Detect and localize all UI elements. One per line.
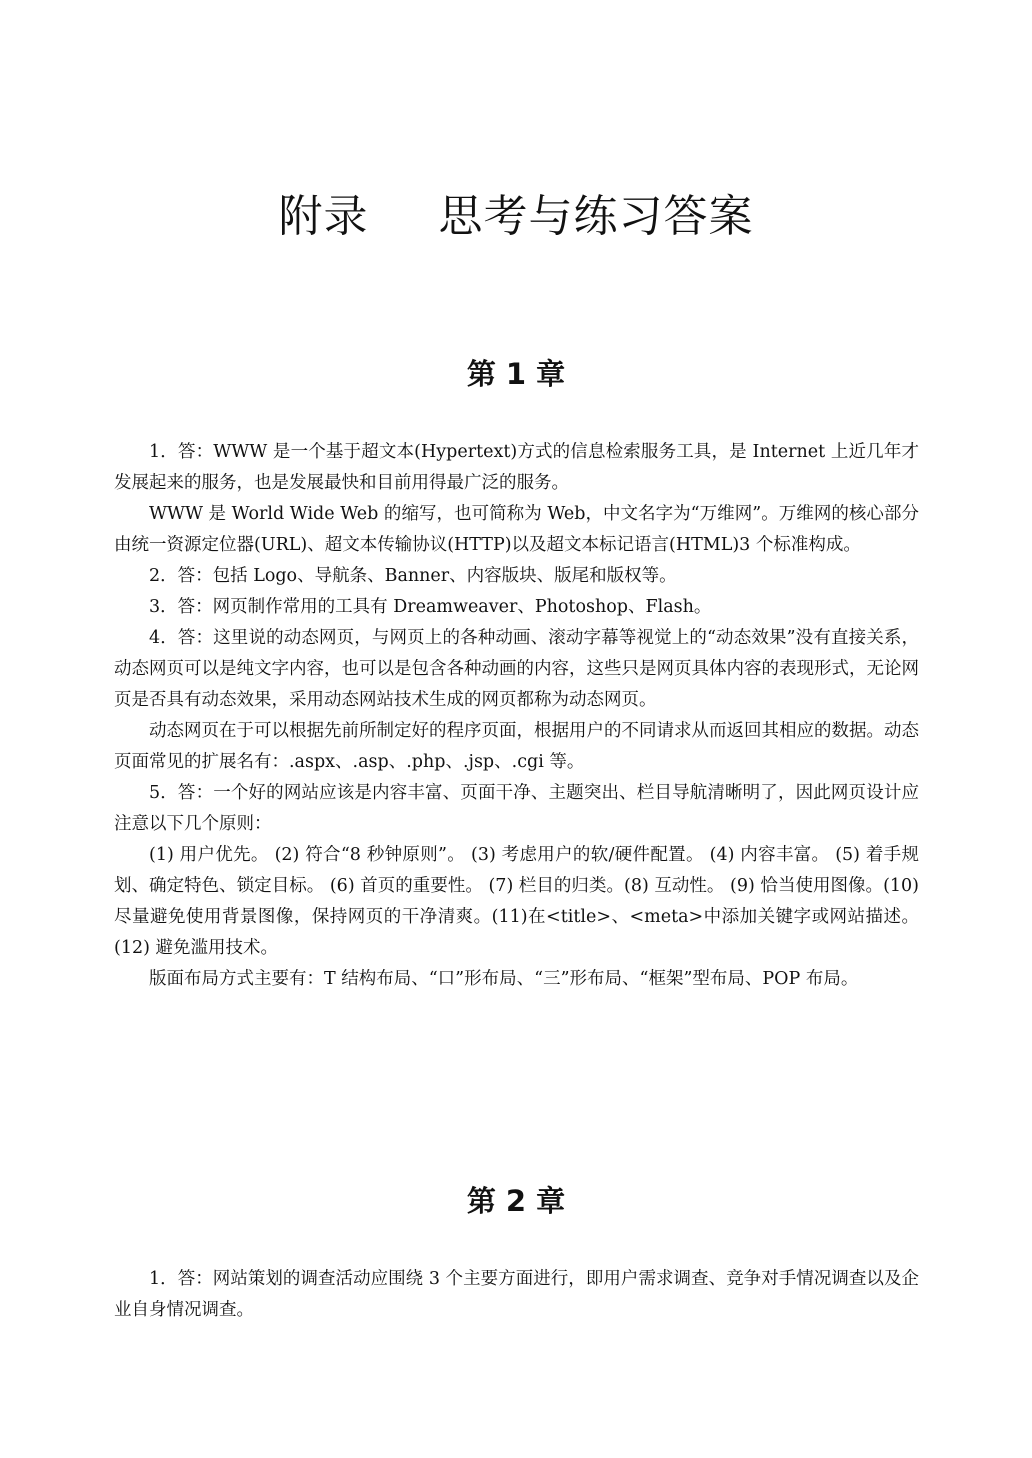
chapter-1-heading: 第 1 章: [466, 357, 566, 391]
chapter-2-body: [114, 1264, 919, 1326]
paragraph: 3．答：网页制作常用的工具有 Dreamweaver、Photoshop、Flash。: [149, 597, 712, 617]
paragraph: WWW 是 World Wide Web 的缩写，也可简称为 Web，中文名字为“万维网”。万维网的核心部分由统一资源定位器(URL)、超文本传输协议(HTTP)以及超文本标记语言(HTML)3 个标准构成。: [114, 504, 919, 555]
chapter-1-body: [114, 437, 919, 995]
paragraph: 1．答：网站策划的调查活动应围绕 3 个主要方面进行，即用户需求调查、竞争对手情况调查以及企业自身情况调查。: [114, 1269, 919, 1320]
chapter-2-heading: 第 2 章: [466, 1184, 566, 1218]
paragraph: 版面布局方式主要有：T 结构布局、“口”形布局、“三”形布局、“框架”型布局、POP 布局。: [149, 969, 859, 989]
paragraph: (1) 用户优先。 (2) 符合“8 秒钟原则”。 (3) 考虑用户的软/硬件配置。 (4) 内容丰富。 (5) 着手规划、确定特色、锁定目标。 (6) 首页的重要性。 (7) 栏目的归类。(8) 互动性。 (9) 恰当使用图像。(10)尽量避免使用背景图像，保持网页的干净清爽。(11)在<title>、<meta>中添加关键字或网站描述。(12) 避免滥用技术。: [114, 845, 919, 958]
appendix-title: [0, 180, 1032, 244]
appendix-title-text: 思考与练习答案: [438, 191, 754, 242]
paragraph: 4．答：这里说的动态网页，与网页上的各种动画、滚动字幕等视觉上的“动态效果”没有直接关系，动态网页可以是纯文字内容，也可以是包含各种动画的内容，这些只是网页具体内容的表现形式，无论网页是否具有动态效果，采用动态网站技术生成的网页都称为动态网页。: [114, 628, 919, 710]
paragraph: 2．答：包括 Logo、导航条、Banner、内容版块、版尾和版权等。: [149, 566, 677, 586]
appendix-title-label: 附录: [278, 191, 369, 242]
paragraph: 动态网页在于可以根据先前所制定好的程序页面，根据用户的不同请求从而返回其相应的数据。动态页面常见的扩展名有：.aspx、.asp、.php、.jsp、.cgi 等。: [114, 721, 919, 772]
paragraph: 5．答：一个好的网站应该是内容丰富、页面干净、主题突出、栏目导航清晰明了，因此网页设计应注意以下几个原则：: [114, 783, 919, 834]
paragraph: 1．答：WWW 是一个基于超文本(Hypertext)方式的信息检索服务工具，是 Internet 上近几年才发展起来的服务，也是发展最快和目前用得最广泛的服务。: [114, 442, 919, 493]
